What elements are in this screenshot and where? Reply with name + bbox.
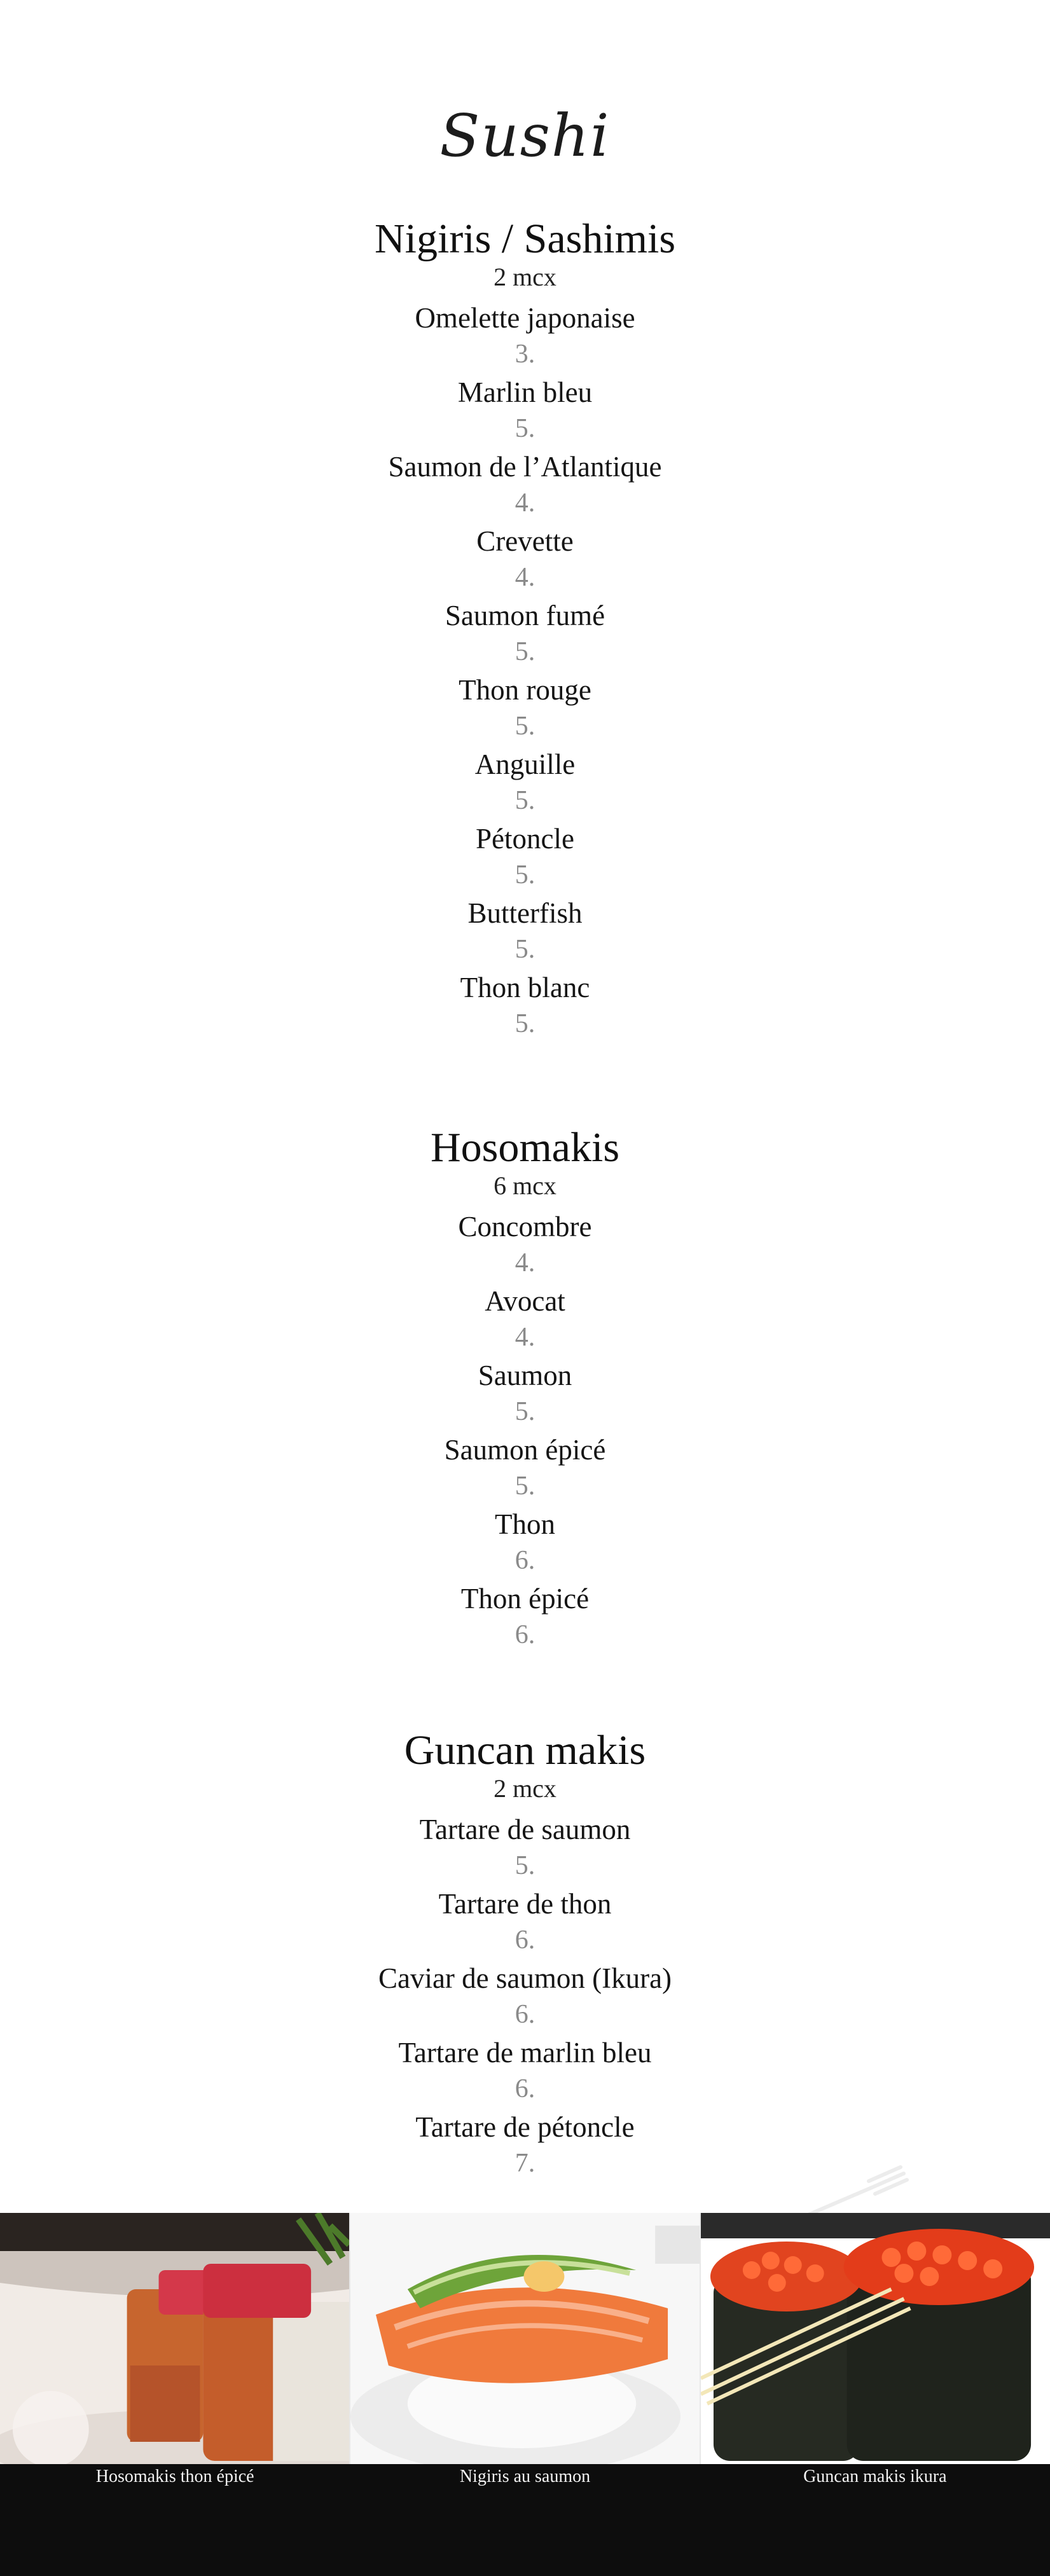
photo-caption: Guncan makis ikura <box>803 2467 947 2486</box>
item-name: Thon blanc <box>460 972 590 1003</box>
item-name: Concombre <box>458 1211 592 1243</box>
item-price: 6. <box>515 1620 535 1650</box>
menu-item <box>0 596 1050 671</box>
menu-item <box>0 745 1050 820</box>
item-name: Saumon de l’Atlantique <box>388 451 662 483</box>
section-guncan-makis <box>0 1726 1050 2182</box>
item-price: 5. <box>515 786 535 815</box>
menu-item <box>0 373 1050 448</box>
item-name: Butterfish <box>467 897 583 929</box>
item-name: Thon rouge <box>459 674 591 706</box>
item-price: 5. <box>515 935 535 964</box>
item-name: Crevette <box>476 525 574 557</box>
section-title: Nigiris / Sashimis <box>374 216 676 262</box>
item-name: Tartare de marlin bleu <box>398 2037 652 2069</box>
section-nigiris <box>0 215 1050 1043</box>
item-price: 5. <box>515 1397 535 1426</box>
menu-item <box>0 1282 1050 1356</box>
item-price: 4. <box>515 488 535 518</box>
menu-item <box>0 1810 1050 1885</box>
item-price: 6. <box>515 2000 535 2029</box>
item-name: Saumon fumé <box>445 600 605 631</box>
hosomaki-image <box>0 2213 349 2464</box>
menu-title: Sushi <box>439 102 611 170</box>
photo-guncan <box>700 2213 1050 2464</box>
item-name: Tartare de pétoncle <box>415 2111 635 2143</box>
item-name: Caviar de saumon (Ikura) <box>378 1962 672 1994</box>
menu-item <box>0 1885 1050 1959</box>
menu-item <box>0 299 1050 373</box>
item-price: 6. <box>515 2074 535 2104</box>
photo-caption: Nigiris au saumon <box>459 2467 591 2486</box>
item-price: 5. <box>515 414 535 443</box>
item-name: Thon épicé <box>460 1583 590 1615</box>
item-price: 5. <box>515 860 535 890</box>
item-price: 7. <box>515 2149 535 2178</box>
menu-item <box>0 522 1050 596</box>
item-price: 5. <box>515 637 535 666</box>
menu-item <box>0 894 1050 968</box>
menu-item <box>0 1208 1050 1282</box>
item-price: 4. <box>515 563 535 592</box>
item-price: 6. <box>515 1925 535 1955</box>
item-name: Anguille <box>474 748 576 780</box>
item-name: Omelette japonaise <box>415 302 635 334</box>
item-name: Saumon <box>478 1360 572 1391</box>
photo-strip <box>0 2213 1050 2464</box>
menu-item <box>0 1356 1050 1431</box>
item-name: Tartare de saumon <box>419 1814 631 1845</box>
menu-item <box>0 1505 1050 1580</box>
item-name: Marlin bleu <box>457 376 593 408</box>
guncan-image <box>701 2213 1050 2464</box>
section-title: Hosomakis <box>431 1124 619 1171</box>
menu-item <box>0 671 1050 745</box>
item-name: Pétoncle <box>476 823 574 855</box>
menu-item <box>0 1431 1050 1505</box>
photo-caption: Hosomakis thon épicé <box>95 2467 254 2486</box>
item-price: 4. <box>515 1323 535 1352</box>
caption-bar <box>0 2464 1050 2576</box>
menu-item <box>0 448 1050 522</box>
item-price: 4. <box>515 1248 535 1278</box>
section-subtitle: 2 mcx <box>494 1774 556 1803</box>
item-price: 3. <box>515 340 535 369</box>
item-name: Saumon épicé <box>444 1434 606 1466</box>
item-price: 6. <box>515 1546 535 1575</box>
item-price: 5. <box>515 712 535 741</box>
item-name: Tartare de thon <box>438 1888 612 1920</box>
section-title: Guncan makis <box>404 1727 646 1774</box>
nigiri-image <box>350 2213 700 2464</box>
section-subtitle: 2 mcx <box>494 263 556 291</box>
menu-item <box>0 2034 1050 2108</box>
photo-hosomakis <box>0 2213 349 2464</box>
menu-item <box>0 1580 1050 1654</box>
section-hosomakis <box>0 1124 1050 1654</box>
menu-item <box>0 1959 1050 2034</box>
item-price: 5. <box>515 1009 535 1038</box>
menu-item <box>0 820 1050 894</box>
item-name: Avocat <box>485 1285 565 1317</box>
photo-nigiris <box>349 2213 700 2464</box>
menu-item <box>0 968 1050 1043</box>
section-subtitle: 6 mcx <box>494 1171 556 1200</box>
item-price: 5. <box>515 1851 535 1880</box>
item-name: Thon <box>495 1508 555 1540</box>
item-price: 5. <box>515 1471 535 1501</box>
